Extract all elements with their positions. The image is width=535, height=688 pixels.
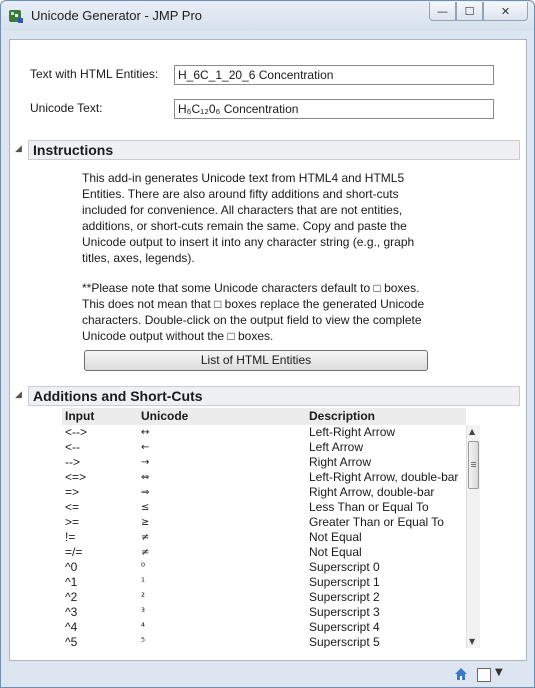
cell-input: ^5 [65, 635, 78, 648]
cell-input: >= [65, 515, 80, 529]
instructions-line: **Please note that some Unicode characters default to □ boxes. [82, 281, 420, 295]
cell-unicode: ≥ [141, 517, 150, 528]
cell-description: Superscript 3 [309, 605, 380, 619]
content-panel [9, 39, 527, 661]
table-header [62, 408, 466, 425]
table-row[interactable] [62, 485, 466, 500]
cell-unicode: ⁵ [141, 637, 146, 648]
cell-description: Right Arrow, double-bar [309, 485, 435, 499]
table-row[interactable] [62, 635, 466, 648]
cell-input: => [65, 485, 80, 499]
column-header-description[interactable]: Description [309, 409, 376, 423]
title-bar[interactable] [1, 1, 534, 31]
cell-description: Left Arrow [309, 440, 364, 454]
jmp-app-icon [8, 8, 24, 24]
instructions-line: This does not mean that □ boxes replace the generated Unicode [82, 297, 425, 311]
instructions-line: additions, or short-cuts remain the same. Copy and paste the [82, 219, 407, 233]
cell-input: ^4 [65, 620, 78, 634]
disclosure-triangle-icon[interactable]: ◢ [15, 390, 22, 400]
table-row[interactable] [62, 620, 466, 635]
cell-unicode: ¹ [141, 577, 146, 588]
html-entities-input[interactable]: H_6C_1_20_6 Concentration [174, 65, 494, 85]
cell-unicode: → [141, 457, 150, 468]
cell-description: Less Than or Equal To [309, 500, 429, 514]
cell-input: <--> [65, 425, 88, 439]
cell-input: <=> [65, 470, 87, 484]
cell-description: Not Equal [309, 530, 362, 544]
cell-unicode: ↔ [141, 427, 150, 438]
cell-unicode: ← [141, 442, 150, 453]
instructions-text-1 [82, 170, 442, 266]
cell-input: --> [65, 455, 80, 469]
column-header-unicode[interactable]: Unicode [141, 409, 189, 423]
cell-description: Left-Right Arrow [309, 425, 396, 439]
cell-description: Left-Right Arrow, double-bar [309, 470, 459, 484]
table-row[interactable] [62, 560, 466, 575]
table-row[interactable] [62, 605, 466, 620]
instructions-line: Unicode output to insert it into any character string (e.g., graph [82, 235, 415, 249]
cell-input: <-- [65, 440, 80, 454]
close-button[interactable] [483, 2, 528, 21]
instructions-line: titles, axes, legends). [82, 251, 195, 265]
disclosure-triangle-icon[interactable]: ◢ [15, 144, 22, 154]
minimize-button[interactable] [429, 2, 456, 21]
instructions-heading: Instructions [28, 140, 520, 160]
cell-description: Superscript 0 [309, 560, 380, 574]
table-row[interactable] [62, 440, 466, 455]
table-row[interactable] [62, 545, 466, 560]
instructions-line: This add-in generates Unicode text from HTML4 and HTML5 [82, 171, 405, 185]
window-title: Unicode Generator - JMP Pro [31, 8, 202, 23]
maximize-button[interactable] [456, 2, 483, 21]
additions-table [62, 408, 480, 648]
cell-description: Greater Than or Equal To [309, 515, 444, 529]
cell-input: ^2 [65, 590, 78, 604]
html-entities-label: Text with HTML Entities: [30, 67, 159, 81]
cell-input: ^1 [65, 575, 78, 589]
scroll-up-icon[interactable]: ▲ [469, 427, 476, 436]
instructions-outline[interactable] [14, 140, 520, 160]
additions-outline[interactable] [14, 386, 520, 406]
status-bar [1, 663, 534, 687]
cell-input: =/= [65, 545, 83, 559]
cell-unicode: ≠ [141, 532, 150, 543]
cell-description: Superscript 2 [309, 590, 380, 604]
checkbox-icon[interactable] [477, 668, 491, 682]
vertical-scrollbar[interactable] [466, 425, 480, 648]
cell-input: ^0 [65, 560, 78, 574]
unicode-text-output[interactable]: H₆C₁₂0₆ Concentration [174, 99, 494, 119]
cell-input: ^3 [65, 605, 78, 619]
dropdown-icon[interactable]: ▼ [495, 667, 503, 678]
table-row[interactable] [62, 575, 466, 590]
close-icon: ✕ [500, 4, 511, 18]
unicode-text-label: Unicode Text: [30, 101, 103, 115]
cell-unicode: ≤ [141, 502, 150, 513]
cell-description: Right Arrow [309, 455, 372, 469]
cell-description: Superscript 1 [309, 575, 380, 589]
maximize-icon: ☐ [464, 4, 475, 18]
cell-input: != [65, 530, 76, 544]
cell-description: Superscript 4 [309, 620, 380, 634]
cell-unicode: ⁴ [141, 622, 146, 633]
table-body [62, 425, 466, 648]
cell-input: <= [65, 500, 80, 514]
table-row[interactable] [62, 515, 466, 530]
column-header-input[interactable]: Input [65, 409, 95, 423]
table-row[interactable] [62, 425, 466, 440]
instructions-line: included for convenience. All characters that are not entities, [82, 203, 403, 217]
cell-unicode: ³ [141, 607, 146, 618]
cell-unicode: ≠ [141, 547, 150, 558]
scrollbar-thumb[interactable] [468, 441, 479, 489]
instructions-text-2 [82, 280, 442, 344]
cell-description: Superscript 5 [309, 635, 380, 648]
scroll-down-icon[interactable]: ▼ [469, 637, 476, 646]
table-row[interactable] [62, 470, 466, 485]
cell-unicode: ⇒ [141, 487, 150, 498]
table-row[interactable] [62, 455, 466, 470]
minimize-icon: — [437, 4, 448, 18]
table-row[interactable] [62, 590, 466, 605]
cell-unicode: ⁰ [141, 562, 146, 573]
table-row[interactable] [62, 500, 466, 515]
cell-unicode: ⇔ [141, 472, 150, 483]
home-icon[interactable] [453, 666, 469, 682]
table-row[interactable] [62, 530, 466, 545]
list-html-entities-button[interactable]: List of HTML Entities [84, 350, 428, 371]
cell-description: Not Equal [309, 545, 362, 559]
instructions-line: Entities. There are also around fifty additions and short-cuts [82, 187, 399, 201]
additions-heading: Additions and Short-Cuts [28, 386, 520, 406]
instructions-line: characters. Double-click on the output field to view the complete [82, 313, 422, 327]
cell-unicode: ² [141, 592, 146, 603]
instructions-line: Unicode output without the □ boxes. [82, 329, 274, 343]
